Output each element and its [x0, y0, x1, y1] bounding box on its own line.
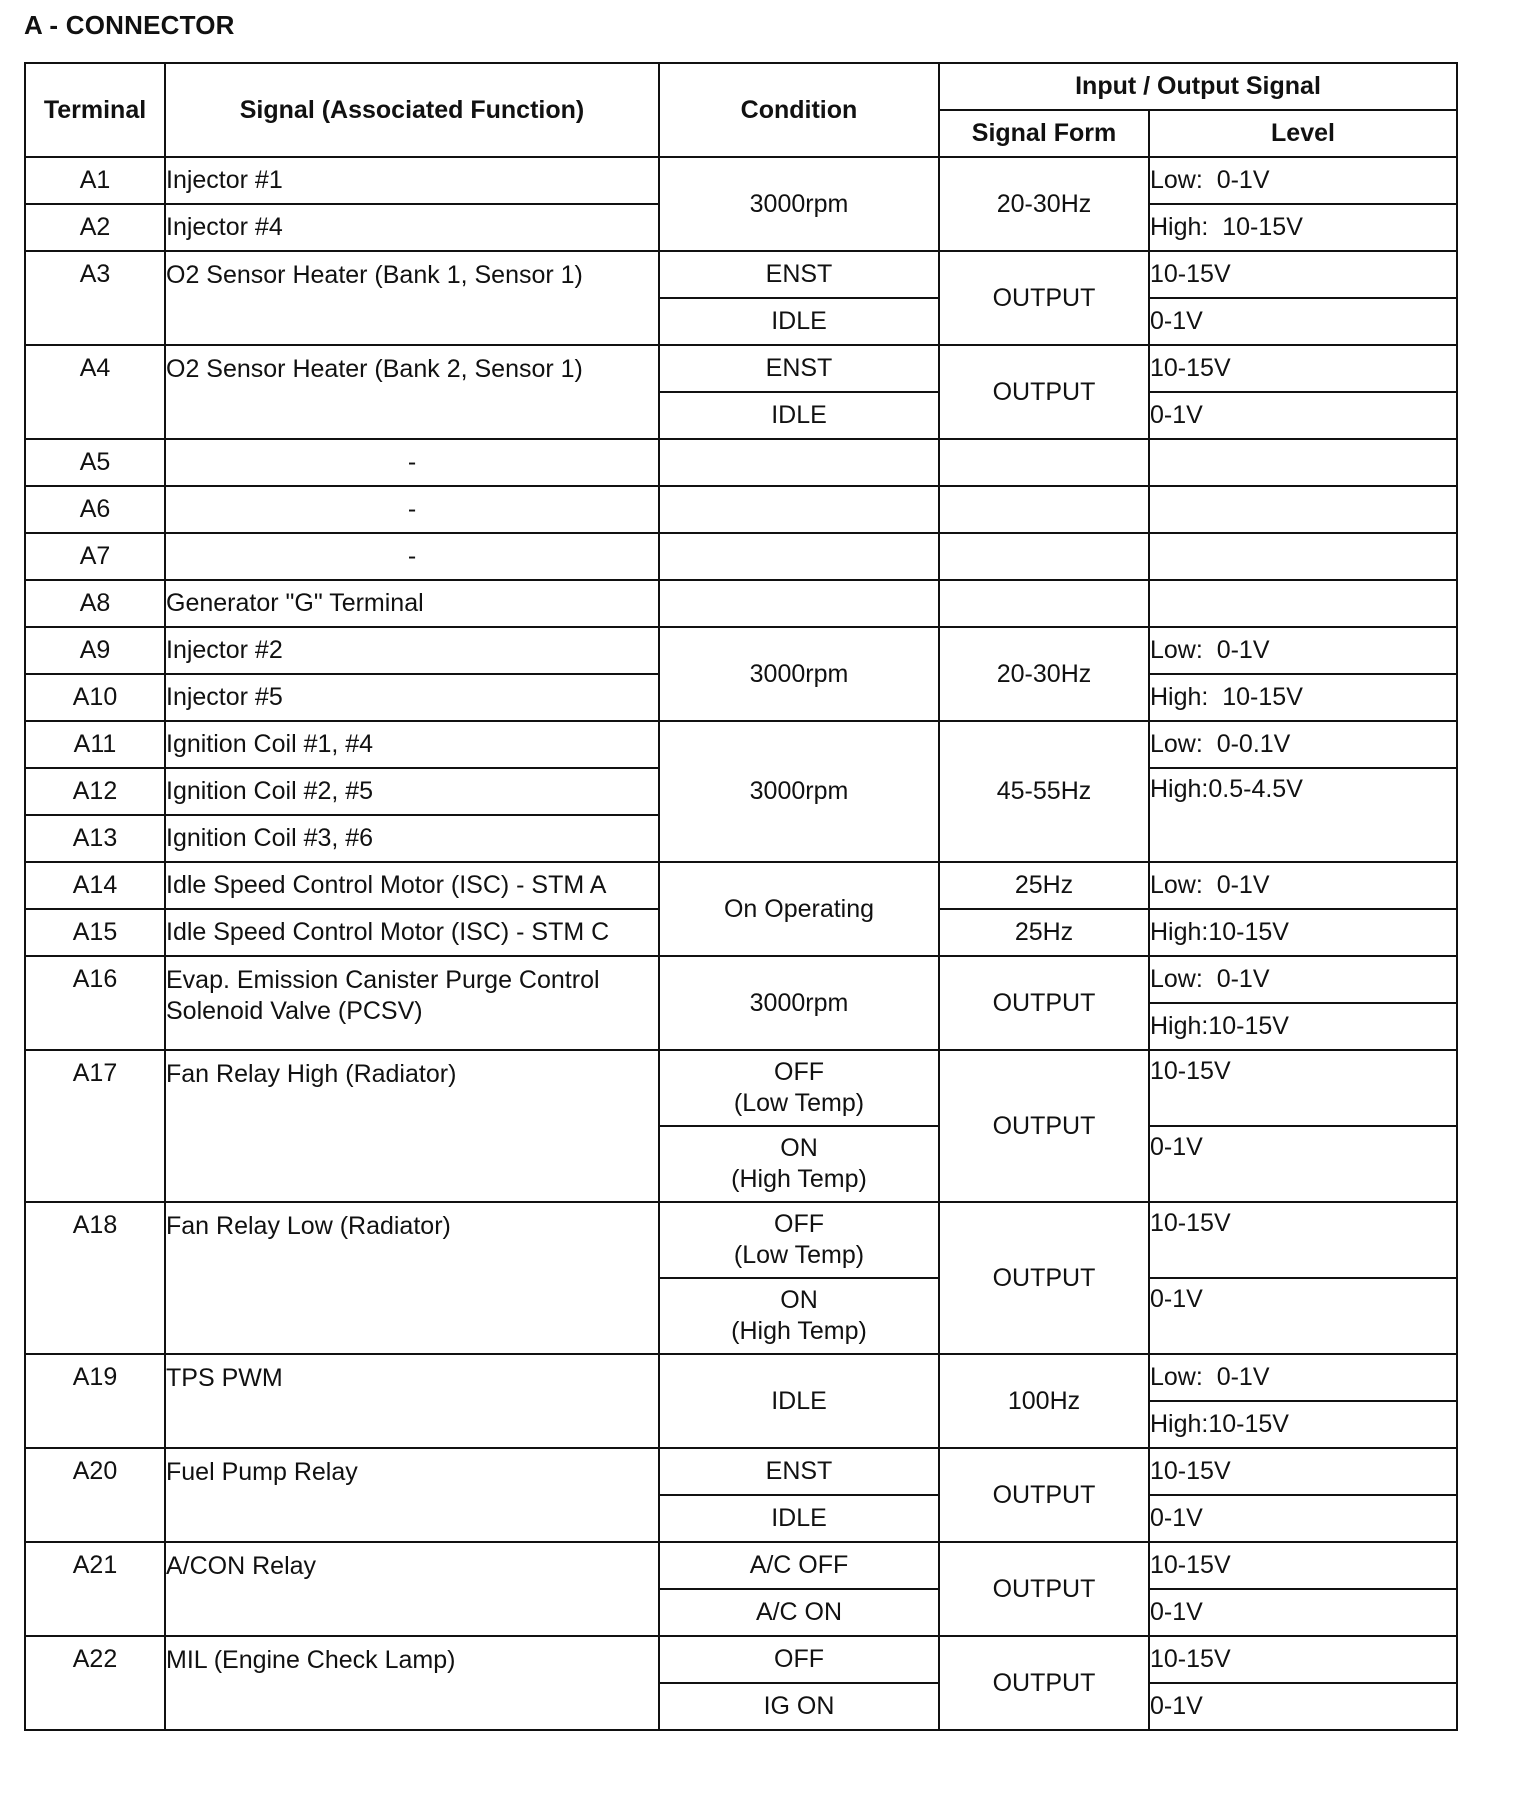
condition-cell: 3000rpm	[659, 721, 939, 862]
level-cell: 0-1V	[1149, 392, 1457, 439]
terminal-cell: A18	[25, 1202, 165, 1354]
level-cell	[1149, 486, 1457, 533]
condition-cell	[659, 486, 939, 533]
condition-cell	[659, 439, 939, 486]
signal-form-cell: OUTPUT	[939, 251, 1149, 345]
condition-cell: IDLE	[659, 1495, 939, 1542]
signal-form-cell: 20-30Hz	[939, 627, 1149, 721]
level-cell: Low: 0-1V	[1149, 627, 1457, 674]
table-row	[25, 1448, 1457, 1495]
condition-cell	[659, 1202, 939, 1278]
terminal-cell: A17	[25, 1050, 165, 1202]
signal-form-cell: OUTPUT	[939, 1542, 1149, 1636]
table-row	[25, 1050, 1457, 1126]
terminal-cell: A13	[25, 815, 165, 862]
signal-cell: Idle Speed Control Motor (ISC) - STM A	[165, 862, 659, 909]
table-row	[25, 1354, 1457, 1401]
condition-line: (Low Temp)	[733, 1089, 865, 1117]
table-row	[25, 627, 1457, 674]
level-cell: Low: 0-1V	[1149, 956, 1457, 1003]
level-cell: High:10-15V	[1149, 909, 1457, 956]
level-cell: Low: 0-0.1V	[1149, 721, 1457, 768]
signal-cell: Ignition Coil #1, #4	[165, 721, 659, 768]
signal-form-cell: 20-30Hz	[939, 157, 1149, 251]
signal-cell: Injector #1	[165, 157, 659, 204]
level-cell: 0-1V	[1149, 1589, 1457, 1636]
condition-cell	[659, 1278, 939, 1354]
signal-cell: O2 Sensor Heater (Bank 1, Sensor 1)	[165, 251, 659, 345]
condition-line: (High Temp)	[731, 1317, 867, 1345]
header-condition: Condition	[659, 63, 939, 157]
terminal-cell: A4	[25, 345, 165, 439]
signal-form-cell: 100Hz	[939, 1354, 1149, 1448]
level-cell: High:10-15V	[1149, 1003, 1457, 1050]
terminal-cell: A19	[25, 1354, 165, 1448]
condition-line: ON	[780, 1134, 818, 1162]
level-cell: 0-1V	[1149, 1683, 1457, 1730]
table-row	[25, 486, 1457, 533]
level-cell: 0-1V	[1149, 1126, 1457, 1202]
condition-cell: ENST	[659, 345, 939, 392]
condition-cell: A/C OFF	[659, 1542, 939, 1589]
condition-cell: On Operating	[659, 862, 939, 956]
condition-cell: 3000rpm	[659, 956, 939, 1050]
header-terminal: Terminal	[25, 63, 165, 157]
level-cell	[1149, 533, 1457, 580]
signal-form-cell: OUTPUT	[939, 345, 1149, 439]
header-signal: Signal (Associated Function)	[165, 63, 659, 157]
header-level: Level	[1149, 110, 1457, 157]
signal-form-cell	[939, 486, 1149, 533]
page-title: A - CONNECTOR	[24, 10, 235, 40]
terminal-cell: A20	[25, 1448, 165, 1542]
signal-form-cell: OUTPUT	[939, 1050, 1149, 1202]
signal-form-cell: OUTPUT	[939, 1202, 1149, 1354]
terminal-cell: A11	[25, 721, 165, 768]
signal-cell: Generator "G" Terminal	[165, 580, 659, 627]
condition-cell: 3000rpm	[659, 627, 939, 721]
table-row	[25, 345, 1457, 392]
signal-cell: Ignition Coil #3, #6	[165, 815, 659, 862]
level-cell: 10-15V	[1149, 345, 1457, 392]
condition-line: OFF	[774, 1058, 824, 1086]
signal-form-cell: 25Hz	[939, 862, 1149, 909]
signal-cell: -	[165, 533, 659, 580]
table-row	[25, 1542, 1457, 1589]
level-cell: 10-15V	[1149, 1202, 1457, 1278]
table-row	[25, 721, 1457, 768]
condition-cell: A/C ON	[659, 1589, 939, 1636]
condition-line: OFF	[774, 1210, 824, 1238]
signal-cell: TPS PWM	[165, 1354, 659, 1448]
level-cell: High: 10-15V	[1149, 204, 1457, 251]
condition-cell: IDLE	[659, 298, 939, 345]
table-row	[25, 580, 1457, 627]
table-row	[25, 533, 1457, 580]
level-cell: 10-15V	[1149, 1542, 1457, 1589]
signal-cell: -	[165, 439, 659, 486]
table-row	[25, 862, 1457, 909]
level-cell: 0-1V	[1149, 298, 1457, 345]
terminal-cell: A7	[25, 533, 165, 580]
terminal-cell: A1	[25, 157, 165, 204]
signal-line: Solenoid Valve (PCSV)	[166, 997, 423, 1025]
level-cell: High:10-15V	[1149, 1401, 1457, 1448]
signal-cell: A/CON Relay	[165, 1542, 659, 1636]
level-cell: Low: 0-1V	[1149, 1354, 1457, 1401]
signal-cell: Injector #4	[165, 204, 659, 251]
signal-form-cell: OUTPUT	[939, 1636, 1149, 1730]
condition-line: (High Temp)	[731, 1165, 867, 1193]
signal-cell: Ignition Coil #2, #5	[165, 768, 659, 815]
condition-cell	[659, 580, 939, 627]
level-cell: Low: 0-1V	[1149, 862, 1457, 909]
condition-cell	[659, 1126, 939, 1202]
terminal-cell: A21	[25, 1542, 165, 1636]
condition-line: ON	[780, 1286, 818, 1314]
terminal-cell: A3	[25, 251, 165, 345]
terminal-cell: A14	[25, 862, 165, 909]
condition-cell: OFF	[659, 1636, 939, 1683]
table-row	[25, 956, 1457, 1003]
signal-form-cell	[939, 533, 1149, 580]
level-cell: 0-1V	[1149, 1495, 1457, 1542]
table-row	[25, 251, 1457, 298]
level-cell: 10-15V	[1149, 1448, 1457, 1495]
signal-cell: Fan Relay High (Radiator)	[165, 1050, 659, 1202]
condition-line: (Low Temp)	[733, 1241, 865, 1269]
condition-cell: ENST	[659, 1448, 939, 1495]
signal-form-cell: 25Hz	[939, 909, 1149, 956]
connector-signal-table	[24, 62, 1458, 1731]
condition-cell	[659, 533, 939, 580]
signal-form-cell	[939, 439, 1149, 486]
signal-form-cell: OUTPUT	[939, 1448, 1149, 1542]
signal-cell: Idle Speed Control Motor (ISC) - STM C	[165, 909, 659, 956]
terminal-cell: A15	[25, 909, 165, 956]
condition-cell: IG ON	[659, 1683, 939, 1730]
signal-form-cell: OUTPUT	[939, 956, 1149, 1050]
terminal-cell: A16	[25, 956, 165, 1050]
level-cell: 10-15V	[1149, 1050, 1457, 1126]
level-cell: High:0.5-4.5V	[1149, 768, 1457, 862]
header-signal-form: Signal Form	[939, 110, 1149, 157]
level-cell	[1149, 580, 1457, 627]
table-row	[25, 157, 1457, 204]
terminal-cell: A12	[25, 768, 165, 815]
condition-cell: 3000rpm	[659, 157, 939, 251]
condition-cell: IDLE	[659, 1354, 939, 1448]
condition-cell	[659, 1050, 939, 1126]
level-cell: 10-15V	[1149, 1636, 1457, 1683]
signal-line: Evap. Emission Canister Purge Control	[166, 966, 600, 994]
condition-cell: ENST	[659, 251, 939, 298]
terminal-cell: A22	[25, 1636, 165, 1730]
signal-cell: Injector #5	[165, 674, 659, 721]
level-cell: 10-15V	[1149, 251, 1457, 298]
table-row	[25, 439, 1457, 486]
signal-cell: Fuel Pump Relay	[165, 1448, 659, 1542]
terminal-cell: A5	[25, 439, 165, 486]
signal-cell	[165, 956, 659, 1050]
level-cell: 0-1V	[1149, 1278, 1457, 1354]
terminal-cell: A9	[25, 627, 165, 674]
terminal-cell: A10	[25, 674, 165, 721]
signal-cell: Fan Relay Low (Radiator)	[165, 1202, 659, 1354]
table-row	[25, 1202, 1457, 1278]
level-cell: High: 10-15V	[1149, 674, 1457, 721]
signal-cell: MIL (Engine Check Lamp)	[165, 1636, 659, 1730]
condition-cell: IDLE	[659, 392, 939, 439]
level-cell	[1149, 439, 1457, 486]
signal-form-cell: 45-55Hz	[939, 721, 1149, 862]
signal-cell: Injector #2	[165, 627, 659, 674]
signal-cell: O2 Sensor Heater (Bank 2, Sensor 1)	[165, 345, 659, 439]
signal-cell: -	[165, 486, 659, 533]
signal-form-cell	[939, 580, 1149, 627]
table-row	[25, 1636, 1457, 1683]
level-cell: Low: 0-1V	[1149, 157, 1457, 204]
terminal-cell: A8	[25, 580, 165, 627]
header-io-signal: Input / Output Signal	[939, 63, 1457, 110]
terminal-cell: A6	[25, 486, 165, 533]
terminal-cell: A2	[25, 204, 165, 251]
